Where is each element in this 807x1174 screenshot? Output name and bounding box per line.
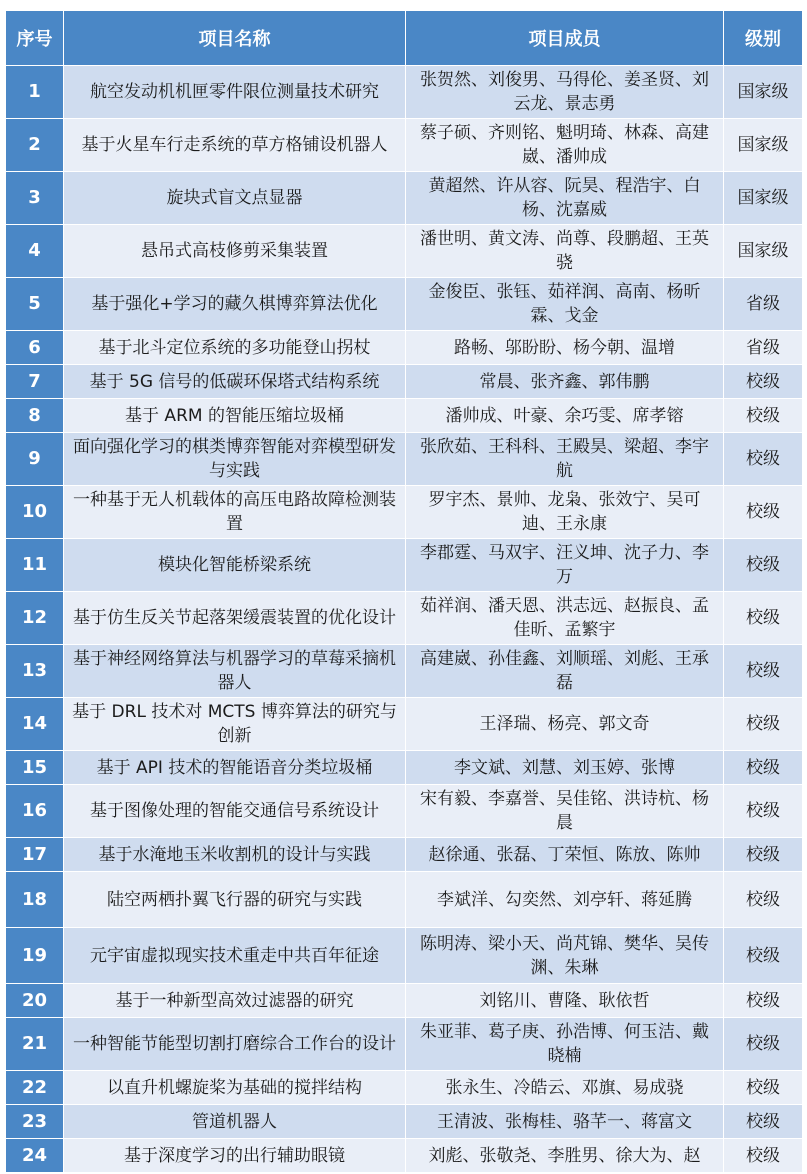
project-name: 基于 API 技术的智能语音分类垃圾桶 <box>64 751 406 785</box>
table-row <box>6 365 803 399</box>
table-row <box>6 225 803 278</box>
project-level: 国家级 <box>724 66 803 119</box>
row-number: 23 <box>6 1105 64 1139</box>
project-name: 陆空两栖扑翼飞行器的研究与实践 <box>64 872 406 928</box>
row-number: 7 <box>6 365 64 399</box>
table-row <box>6 785 803 838</box>
project-members: 蔡子硕、齐则铭、魁明琦、林森、高建崴、潘帅成 <box>406 119 724 172</box>
row-number: 3 <box>6 172 64 225</box>
project-level: 国家级 <box>724 225 803 278</box>
project-name: 悬吊式高枝修剪采集装置 <box>64 225 406 278</box>
project-name: 一种智能节能型切割打磨综合工作台的设计 <box>64 1018 406 1071</box>
project-members: 刘铭川、曹隆、耿依哲 <box>406 984 724 1018</box>
project-name: 管道机器人 <box>64 1105 406 1139</box>
project-level: 校级 <box>724 592 803 645</box>
row-number: 13 <box>6 645 64 698</box>
row-number: 18 <box>6 872 64 928</box>
project-level: 校级 <box>724 984 803 1018</box>
project-name: 基于北斗定位系统的多功能登山拐杖 <box>64 331 406 365</box>
project-members: 金俊臣、张钰、茹祥润、高南、杨昕霖、戈金 <box>406 278 724 331</box>
project-level: 校级 <box>724 928 803 984</box>
project-members: 茹祥润、潘天恩、洪志远、赵振良、孟佳昕、孟繁宇 <box>406 592 724 645</box>
table-row <box>6 278 803 331</box>
row-number: 6 <box>6 331 64 365</box>
project-level: 国家级 <box>724 119 803 172</box>
project-members: 潘帅成、叶豪、余巧雯、席孝镕 <box>406 399 724 433</box>
table-row <box>6 66 803 119</box>
project-name: 基于深度学习的出行辅助眼镜 <box>64 1139 406 1173</box>
table-row <box>6 1018 803 1071</box>
project-name: 一种基于无人机载体的高压电路故障检测装置 <box>64 486 406 539</box>
project-level: 校级 <box>724 698 803 751</box>
project-name: 面向强化学习的棋类博弈智能对弈模型研发与实践 <box>64 433 406 486</box>
project-level: 校级 <box>724 399 803 433</box>
project-level: 校级 <box>724 838 803 872</box>
project-level: 省级 <box>724 278 803 331</box>
row-number: 8 <box>6 399 64 433</box>
project-level: 国家级 <box>724 172 803 225</box>
project-name: 航空发动机机匣零件限位测量技术研究 <box>64 66 406 119</box>
project-name: 基于图像处理的智能交通信号系统设计 <box>64 785 406 838</box>
project-level: 省级 <box>724 331 803 365</box>
header-members: 项目成员 <box>406 11 724 66</box>
project-table <box>5 10 803 1173</box>
project-members: 张贺然、刘俊男、马得伦、姜圣贤、刘云龙、景志勇 <box>406 66 724 119</box>
project-name: 基于水淹地玉米收割机的设计与实践 <box>64 838 406 872</box>
project-level: 校级 <box>724 645 803 698</box>
project-level: 校级 <box>724 365 803 399</box>
table-body <box>6 66 803 1173</box>
row-number: 19 <box>6 928 64 984</box>
table-row <box>6 331 803 365</box>
project-members: 刘彪、张敬尧、李胜男、徐大为、赵 <box>406 1139 724 1173</box>
project-members: 王清波、张梅桂、骆芊一、蒋富文 <box>406 1105 724 1139</box>
project-members: 宋有毅、李嘉誉、吴佳铭、洪诗杭、杨晨 <box>406 785 724 838</box>
row-number: 22 <box>6 1071 64 1105</box>
table-row <box>6 119 803 172</box>
project-members: 高建崴、孙佳鑫、刘顺瑶、刘彪、王承磊 <box>406 645 724 698</box>
project-level: 校级 <box>724 1071 803 1105</box>
row-number: 17 <box>6 838 64 872</box>
project-level: 校级 <box>724 486 803 539</box>
row-number: 16 <box>6 785 64 838</box>
table-row <box>6 698 803 751</box>
table-row <box>6 751 803 785</box>
table-header <box>6 11 803 66</box>
project-level: 校级 <box>724 433 803 486</box>
project-level: 校级 <box>724 872 803 928</box>
row-number: 5 <box>6 278 64 331</box>
project-members: 赵徐通、张磊、丁荣恒、陈放、陈帅 <box>406 838 724 872</box>
project-members: 陈明涛、梁小天、尚芃锦、樊华、吴传渊、朱琳 <box>406 928 724 984</box>
table-row <box>6 1071 803 1105</box>
project-level: 校级 <box>724 751 803 785</box>
project-name: 基于强化+学习的藏久棋博弈算法优化 <box>64 278 406 331</box>
project-members: 李斌洋、勾奕然、刘亭轩、蒋延腾 <box>406 872 724 928</box>
table-row <box>6 928 803 984</box>
row-number: 24 <box>6 1139 64 1173</box>
project-name: 基于 DRL 技术对 MCTS 博弈算法的研究与创新 <box>64 698 406 751</box>
project-name: 基于火星车行走系统的草方格铺设机器人 <box>64 119 406 172</box>
project-name: 基于 ARM 的智能压缩垃圾桶 <box>64 399 406 433</box>
project-members: 罗宇杰、景帅、龙枭、张效宁、吴可迪、王永康 <box>406 486 724 539</box>
table-row <box>6 872 803 928</box>
row-number: 12 <box>6 592 64 645</box>
project-level: 校级 <box>724 1105 803 1139</box>
table-row <box>6 645 803 698</box>
header-no: 序号 <box>6 11 64 66</box>
project-level: 校级 <box>724 1018 803 1071</box>
table-row <box>6 1105 803 1139</box>
project-name: 模块化智能桥梁系统 <box>64 539 406 592</box>
project-members: 潘世明、黄文涛、尚尊、段鹏超、王英骁 <box>406 225 724 278</box>
project-name: 基于 5G 信号的低碳环保塔式结构系统 <box>64 365 406 399</box>
project-name: 元宇宙虚拟现实技术重走中共百年征途 <box>64 928 406 984</box>
header-row <box>6 11 803 66</box>
table-row <box>6 592 803 645</box>
project-name: 基于一种新型高效过滤器的研究 <box>64 984 406 1018</box>
project-members: 王泽瑞、杨亮、郭文奇 <box>406 698 724 751</box>
row-number: 20 <box>6 984 64 1018</box>
project-members: 黄超然、许从容、阮昊、程浩宇、白杨、沈嘉威 <box>406 172 724 225</box>
row-number: 4 <box>6 225 64 278</box>
project-level: 校级 <box>724 785 803 838</box>
row-number: 14 <box>6 698 64 751</box>
table-row <box>6 433 803 486</box>
project-members: 常晨、张齐鑫、郭伟鹏 <box>406 365 724 399</box>
row-number: 21 <box>6 1018 64 1071</box>
table-row <box>6 539 803 592</box>
row-number: 1 <box>6 66 64 119</box>
row-number: 9 <box>6 433 64 486</box>
project-name: 以直升机螺旋桨为基础的搅拌结构 <box>64 1071 406 1105</box>
table-row <box>6 984 803 1018</box>
table-row <box>6 1139 803 1173</box>
row-number: 15 <box>6 751 64 785</box>
project-members: 朱亚菲、葛子庚、孙浩博、何玉洁、戴晓楠 <box>406 1018 724 1071</box>
row-number: 2 <box>6 119 64 172</box>
project-name: 基于神经网络算法与机器学习的草莓采摘机器人 <box>64 645 406 698</box>
table-row <box>6 172 803 225</box>
project-members: 张欣茹、王科科、王殿昊、梁超、李宇航 <box>406 433 724 486</box>
project-members: 路畅、邬盼盼、杨今朝、温增 <box>406 331 724 365</box>
project-members: 张永生、冷皓云、邓旗、易成骁 <box>406 1071 724 1105</box>
project-name: 基于仿生反关节起落架缓震装置的优化设计 <box>64 592 406 645</box>
header-level: 级别 <box>724 11 803 66</box>
project-level: 校级 <box>724 1139 803 1173</box>
table-row <box>6 399 803 433</box>
project-name: 旋块式盲文点显器 <box>64 172 406 225</box>
project-members: 李郡霆、马双宇、汪义坤、沈子力、李万 <box>406 539 724 592</box>
project-level: 校级 <box>724 539 803 592</box>
project-members: 李文斌、刘慧、刘玉婷、张博 <box>406 751 724 785</box>
table-row <box>6 486 803 539</box>
table-row <box>6 838 803 872</box>
row-number: 10 <box>6 486 64 539</box>
row-number: 11 <box>6 539 64 592</box>
header-name: 项目名称 <box>64 11 406 66</box>
